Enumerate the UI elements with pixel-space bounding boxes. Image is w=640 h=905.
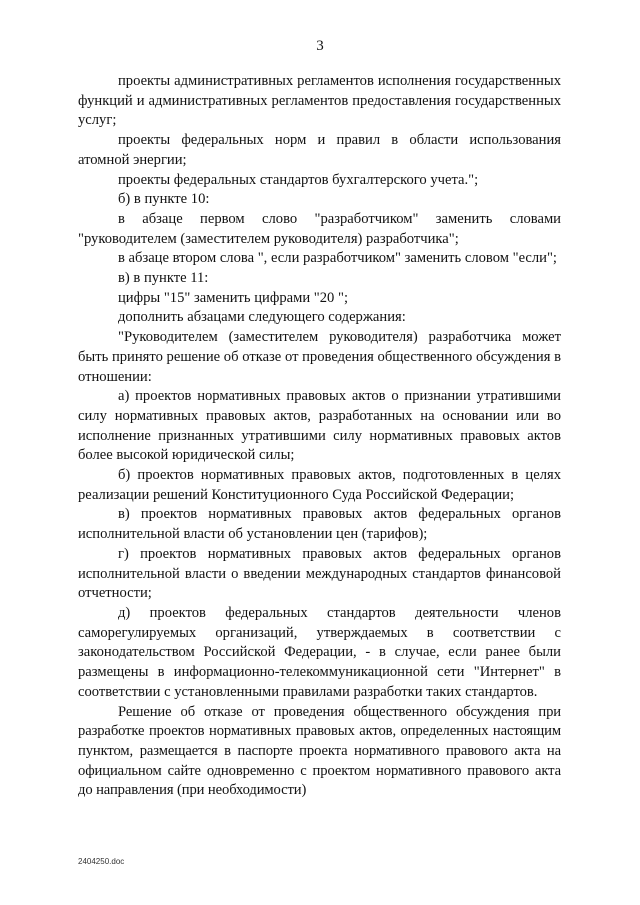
paragraph-first-abzac: в абзаце первом слово "разработчиком" заменить словами "руководителем (заместителем руководителя) разработчика";	[78, 210, 561, 247]
paragraph-item-v: в) в пункте 11:	[118, 270, 209, 287]
paragraph-supplement: дополнить абзацами следующего содержания:	[118, 309, 406, 326]
paragraph-sub-b: б) проектов нормативных правовых актов, подготовленных в целях реализации решений Конституционного Суда Российской Федерации;	[78, 467, 561, 503]
paragraph-atomic-energy: проекты федеральных норм и правил в области использования атомной энергии;	[78, 132, 561, 168]
page-number: 3	[316, 38, 324, 54]
paragraph-sub-g: г) проектов нормативных правовых актов федеральных органов исполнительной власти о введении международных стандартов финансовой отчетности;	[78, 545, 561, 602]
document-body	[78, 72, 561, 801]
paragraph-item-b: б) в пункте 10:	[118, 191, 210, 208]
footer-document-code: 2404250.doc	[78, 857, 125, 866]
paragraph-sub-v: в) проектов нормативных правовых актов федеральных органов исполнительной власти об установлении цен (тарифов);	[78, 506, 561, 543]
paragraph-accounting-standards: проекты федеральных стандартов бухгалтерского учета.";	[118, 171, 479, 188]
paragraph-sub-a: а) проектов нормативных правовых актов о признании утратившими силу нормативных правовых актов, разработанных на основании или во исполнение признанных утратившими силу нормативных правовых актов более высокой юридической силы;	[78, 388, 561, 464]
paragraph-refusal-decision: "Руководителем (заместителем руководителя) разработчика может быть принято решение об отказе от проведения общественного обсуждения в отношении:	[78, 329, 561, 385]
paragraph-admin-regulations: проекты административных регламентов исполнения государственных функций и административных регламентов предоставления государственных услуг;	[78, 73, 561, 129]
paragraph-second-abzac: в абзаце втором слова ", если разработчиком" заменить словом "если";	[118, 250, 557, 267]
paragraph-sub-d: д) проектов федеральных стандартов деятельности членов саморегулируемых организаций, утверждаемых в соответствии с законодательством Российской Федерации, - в случае, если ранее были размещены в информационно-телекоммуникационной сети "Интернет" в соответствии с установленными правилами разработки таких стандартов.	[78, 604, 561, 700]
paragraph-replace-digits: цифры "15" заменить цифрами "20 ";	[118, 289, 348, 306]
paragraph-decision-publication: Решение об отказе от проведения общественного обсуждения при разработке проектов нормативных правовых актов, определенных настоящим пунктом, размещается в паспорте проекта нормативного правового акта на официальном сайте одновременно с проектом нормативного правового акта до направления (при необходимости)	[78, 703, 561, 799]
